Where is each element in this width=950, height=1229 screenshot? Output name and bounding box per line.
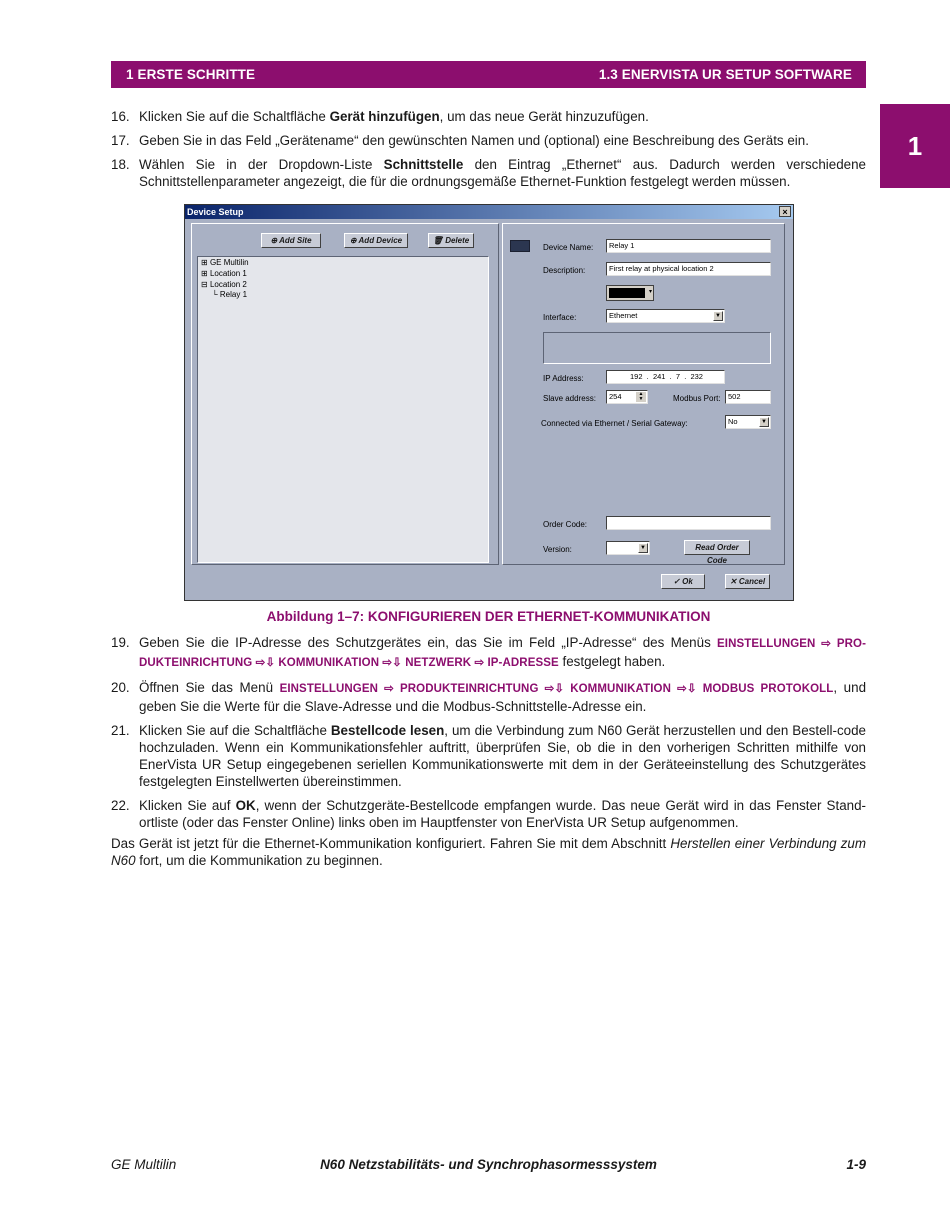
site-list-panel xyxy=(191,223,499,565)
tree-item-location-1[interactable]: ⊞ Location 1 xyxy=(201,269,247,278)
step-16 xyxy=(111,108,866,125)
step-number: 20. xyxy=(111,680,130,695)
step-number: 22. xyxy=(111,798,130,813)
color-swatch xyxy=(609,288,645,298)
device-icon xyxy=(510,240,530,252)
device-name-field[interactable]: Relay 1 xyxy=(606,239,771,253)
slave-address-label: Slave address: xyxy=(543,394,596,403)
order-code-label: Order Code: xyxy=(543,520,588,529)
step-22 xyxy=(111,797,866,831)
steps-top xyxy=(111,108,866,197)
tree-item-relay[interactable]: └ Relay 1 xyxy=(212,290,248,299)
ip-address-label: IP Address: xyxy=(543,374,584,383)
read-order-code-button[interactable]: Read Order Code xyxy=(684,540,750,555)
version-label: Version: xyxy=(543,545,572,554)
footer-page-number: 1-9 xyxy=(846,1157,866,1172)
dialog-title-bar xyxy=(185,205,793,219)
chevron-down-icon: ▼ xyxy=(759,417,769,427)
add-device-button[interactable]: ⊕ Add Device xyxy=(344,233,408,248)
page-header xyxy=(111,61,866,88)
step-21 xyxy=(111,722,866,790)
chevron-down-icon: ▾ xyxy=(648,289,652,295)
step-19 xyxy=(111,634,866,672)
description-field[interactable]: First relay at physical location 2 xyxy=(606,262,771,276)
step-number: 19. xyxy=(111,635,130,650)
footer-title: N60 Netzstabilitäts- und Synchrophasormesssystem xyxy=(320,1157,657,1172)
steps-bottom xyxy=(111,634,866,838)
close-icon[interactable]: × xyxy=(779,206,791,217)
description-label: Description: xyxy=(543,266,586,275)
modbus-port-field[interactable]: 502 xyxy=(725,390,771,404)
step-text: Klicken Sie auf die Schaltfläche Gerät hinzufügen, um das neue Gerät hinzuzufügen. xyxy=(139,109,649,124)
step-text: Klicken Sie auf die Schaltfläche Bestellcode lesen, um die Verbindung zum N60 Gerät herzustellen und den Bestell-code hochzuladen. Wenn ein Kommunikationsfehler auftritt, überprüfen Sie, ob die in den vorherigen Schritten mithilfe von EnerVista UR Setup eingegebenen seriellen Kommunikationswerte mit dem in der Geräteeinstellung des Schutzgerätes festgelegten Einstellwerten übereinstimmen. xyxy=(139,723,866,789)
step-text: Geben Sie in das Feld „Gerätename“ den gewünschten Namen und (optional) eine Beschreibung des Geräts ein. xyxy=(139,133,809,148)
device-name-label: Device Name: xyxy=(543,243,594,252)
step-17 xyxy=(111,132,866,149)
step-18 xyxy=(111,156,866,190)
footer-left: GE Multilin xyxy=(111,1157,177,1172)
tree-item-site[interactable]: ⊞ GE Multilin xyxy=(201,258,249,267)
figure-caption: Abbildung 1–7: KONFIGURIEREN DER ETHERNET-KOMMUNIKATION xyxy=(266,609,711,624)
ok-button[interactable]: ✓ Ok xyxy=(661,574,705,589)
cancel-button[interactable]: ✕ Cancel xyxy=(725,574,770,589)
version-select[interactable] xyxy=(606,541,650,555)
gateway-select[interactable]: No ▼ xyxy=(725,415,771,429)
step-text: Wählen Sie in der Dropdown-Liste Schnittstelle den Eintrag „Ethernet“ aus. Dadurch werden verschiedene Schnittstellenparameter angezeigt, die für die ordnungsgemäße Ethernet-Funktion festgelegt werden müssen. xyxy=(139,157,866,189)
interface-label: Interface: xyxy=(543,313,577,322)
step-number: 21. xyxy=(111,723,130,738)
step-text: Öffnen Sie das Menü EINSTELLUNGEN ⇨ PRODUKTEINRICHTUNG ⇨⇩ KOMMUNIKATION ⇨⇩ MODBUS PROTOKOLL, und geben Sie die Werte für die Slave-Adresse und die Modbus-Schnittstelle-Adresse ein. xyxy=(139,680,867,714)
step-text: Klicken Sie auf OK, wenn der Schutzgeräte-Bestellcode empfangen wurde. Das neue Gerät wird in das Fenster Stand-ortliste (oder das Fenster Online) links oben im Hauptfenster von EnerVista UR Setup aufgenommen. xyxy=(139,798,867,830)
ip-address-field[interactable]: 192 . 241 . 7 . 232 xyxy=(606,370,725,384)
header-chapter: 1 ERSTE SCHRITTE xyxy=(126,67,256,82)
device-properties-panel xyxy=(502,223,785,565)
header-section: 1.3 ENERVISTA UR SETUP SOFTWARE xyxy=(598,67,852,82)
step-number: 16. xyxy=(111,109,130,124)
chevron-down-icon: ▼ xyxy=(713,311,723,321)
interface-select[interactable]: Ethernet ▼ xyxy=(606,309,725,323)
closing-paragraph: Das Gerät ist jetzt für die Ethernet-Kommunikation konfiguriert. Fahren Sie mit dem Abschnitt Herstellen einer Verbindung zum N60 fort, um die Kommunikation zu beginnen. xyxy=(111,836,866,868)
chapter-tab: 1 xyxy=(880,104,950,188)
tree-item-location-2[interactable]: ⊟ Location 2 xyxy=(201,280,247,289)
gateway-label: Connected via Ethernet / Serial Gateway: xyxy=(541,419,688,428)
step-20 xyxy=(111,679,866,715)
device-setup-dialog xyxy=(184,204,794,601)
dialog-title: Device Setup xyxy=(187,207,244,217)
step-number: 17. xyxy=(111,133,130,148)
site-tree xyxy=(197,256,489,563)
spinner-icon[interactable]: ▲ ▼ xyxy=(636,392,646,402)
delete-button[interactable]: 🗑 Delete xyxy=(428,233,474,248)
order-code-field[interactable] xyxy=(606,516,771,530)
color-picker[interactable] xyxy=(606,285,654,301)
slave-address-stepper[interactable]: 254 ▲ ▼ xyxy=(606,390,648,404)
modbus-port-label: Modbus Port: xyxy=(673,394,721,403)
step-number: 18. xyxy=(111,157,130,172)
add-site-button[interactable]: ⊕ Add Site xyxy=(261,233,321,248)
step-text: Geben Sie die IP-Adresse des Schutzgerätes ein, das Sie im Feld „IP-Adresse“ des Menüs EINSTELLUNGEN ⇨ PRO-DUKTEINRICHTUNG ⇨⇩ KOMMUNIKATION ⇨⇩ NETZWERK ⇨ IP-ADRESSE festgelegt haben. xyxy=(139,635,866,669)
interface-parameter-group xyxy=(543,332,771,364)
chevron-down-icon: ▼ xyxy=(638,543,648,553)
